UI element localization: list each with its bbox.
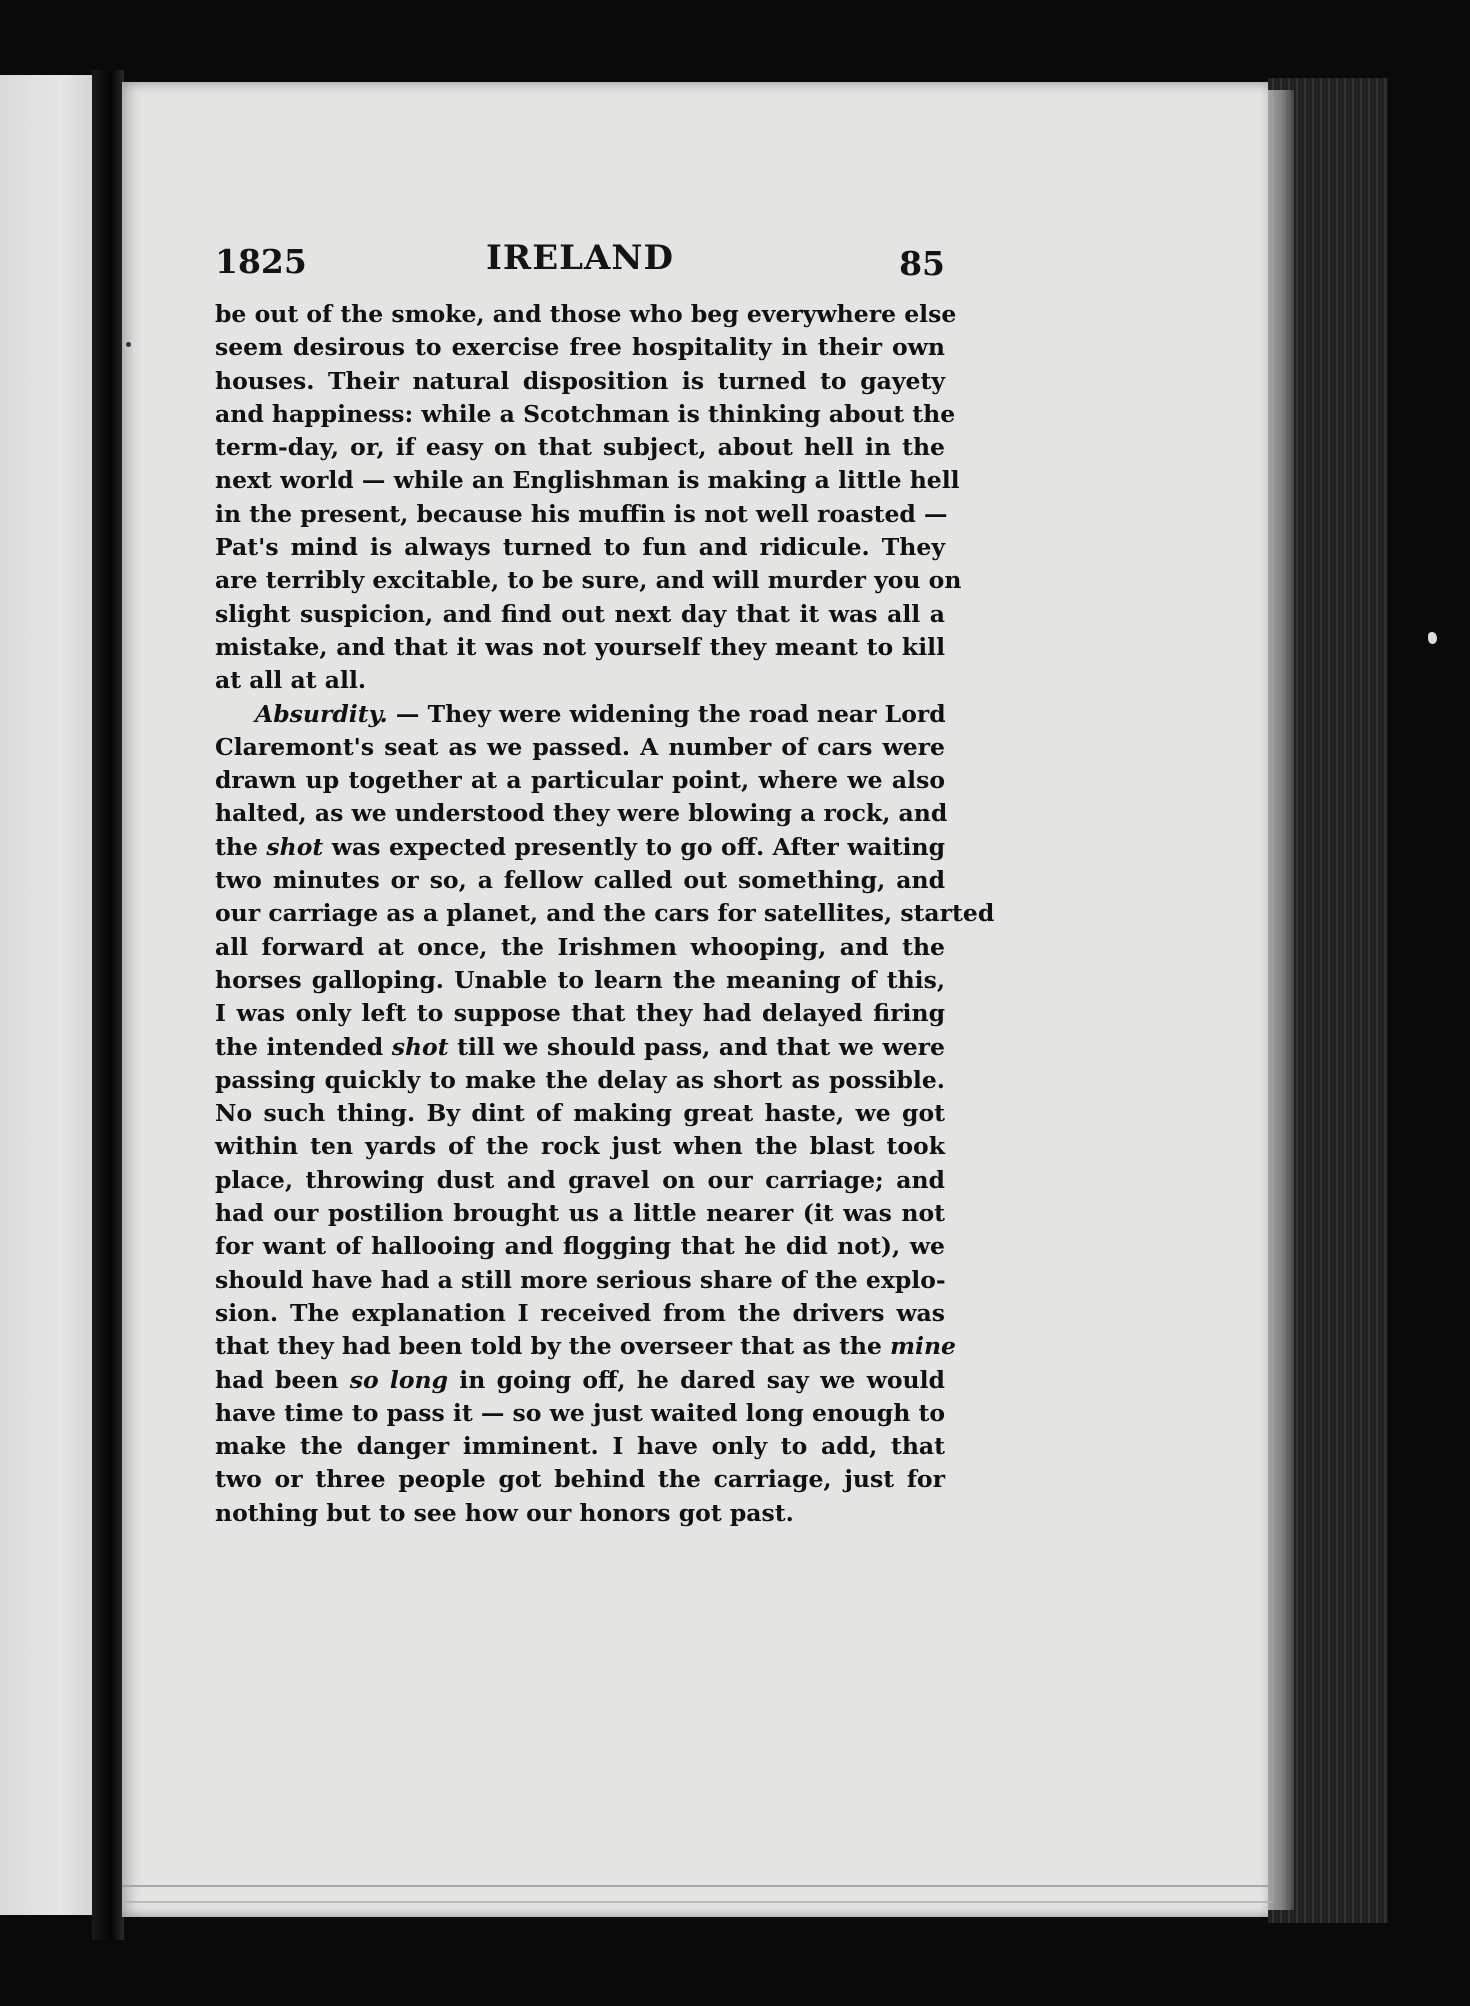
running-head-year: 1825 [215,242,307,281]
text-line: houses. Their natural disposition is turned to gayety [215,366,945,395]
text-line: passing quickly to make the delay as short as possible. [215,1065,945,1094]
text-line: at all at all. [215,666,367,695]
text-line: be out of the smoke, and those who beg everywhere else [215,300,957,328]
page-bottom-edge [122,1885,1272,1903]
text-line: mistake, and that it was not yourself they meant to kill [215,632,945,661]
text-line: horses galloping. Unable to learn the meaning of this, [215,965,945,994]
text-line: slight suspicion, and find out next day that it was all a [215,599,945,628]
text-line: I was only left to suppose that they had delayed firing [215,999,945,1028]
text-line: the shot was expected presently to go off. After waiting [215,832,945,861]
left-page-edge [0,75,100,1915]
text-line: make the danger imminent. I have only to add, that [215,1432,945,1461]
text-line: Absurdity. — They were widening the road near Lord [255,699,946,728]
running-head [215,238,945,298]
text-line: No such thing. By dint of making great haste, we got [215,1099,945,1128]
text-line: two or three people got behind the carriage, just for [215,1465,945,1494]
margin-mark [126,342,131,347]
text-line: term-day, or, if easy on that subject, about hell in the [215,433,945,462]
text-line: in the present, because his muffin is not well roasted — [215,499,948,528]
text-line: our carriage as a planet, and the cars for satellites, started [215,899,995,928]
text-line: seem desirous to exercise free hospitality in their own [215,333,945,362]
text-line: had been so long in going off, he dared say we would [215,1365,945,1394]
scan-speck [1428,632,1437,644]
text-line: are terribly excitable, to be sure, and will murder you on [215,566,962,595]
text-line: Claremont's seat as we passed. A number of cars were [215,732,945,761]
text-line: the intended shot till we should pass, and that we were [215,1032,945,1061]
text-line: and happiness: while a Scotchman is thinking about the [215,399,956,428]
text-line: next world — while an Englishman is making a little hell [215,466,960,495]
text-line: had our postilion brought us a little nearer (it was not [215,1199,945,1228]
body-text [215,298,995,1530]
text-line: Pat's mind is always turned to fun and ridicule. They [215,533,945,562]
text-line: all forward at once, the Irishmen whooping, and the [215,932,945,961]
page-fore-edge-highlight [1268,90,1294,1910]
text-line: two minutes or so, a fellow called out something, and [215,866,945,895]
text-line: should have had a still more serious share of the explo- [215,1265,946,1294]
text-line: within ten yards of the rock just when the blast took [215,1132,945,1161]
text-line: halted, as we understood they were blowing a rock, and [215,799,948,828]
page-number: 85 [899,244,945,283]
book-gutter [92,70,124,1940]
text-line: sion. The explanation I received from the drivers was [215,1298,945,1327]
text-line: drawn up together at a particular point, where we also [215,766,945,795]
text-line: place, throwing dust and gravel on our carriage; and [215,1165,945,1194]
text-line: that they had been told by the overseer that as the mine [215,1332,956,1361]
text-line: for want of hallooing and flogging that he did not), we [215,1232,945,1261]
text-line: nothing but to see how our honors got past. [215,1498,794,1527]
text-line: have time to pass it — so we just waited long enough to [215,1398,945,1427]
running-head-title: IRELAND [486,238,674,278]
